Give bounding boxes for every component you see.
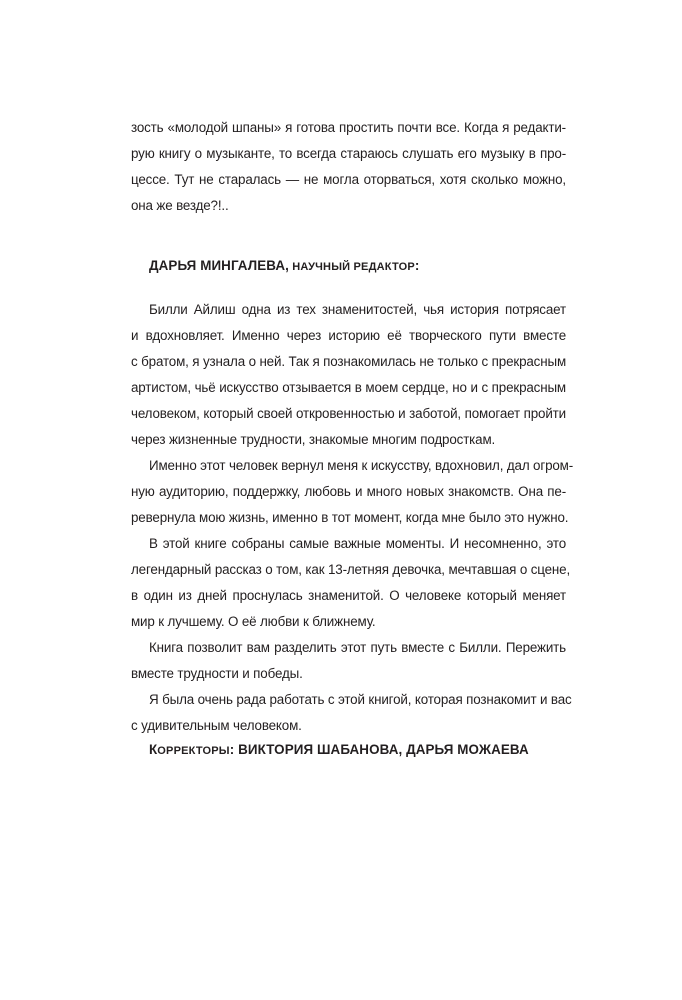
editor-line-16: Я была очень рада работать с этой книгой, которая познакомит и вас	[149, 692, 572, 707]
editor-line-5: человеком, который своей откровенностью и заботой, помогает пройти	[131, 406, 566, 421]
editor-line-14: Книга позволит вам разделить этот путь вместе с Билли. Пережить	[149, 640, 566, 655]
proofreaders-label: ОРРЕКТОРЫ	[157, 745, 230, 757]
editor-line-8: ную аудиторию, поддержку, любовь и много новых знакомств. Она пе-	[131, 484, 566, 499]
editor-line-10: В этой книге собраны самые важные моменты. И несомненно, это	[149, 536, 566, 551]
editor-line-12: в один из дней проснулась знаменитой. О человеке который меняет	[131, 588, 566, 603]
editor-line-3: с братом, я узнала о ней. Так я познакомилась не только с прекрасным	[131, 354, 566, 369]
editor-role: НАУЧНЫЙ РЕДАКТОР	[288, 261, 415, 273]
editor-line-1: Билли Айлиш одна из тех знаменитостей, чья история потрясает	[149, 302, 566, 317]
editor-line-2: и вдохновляет. Именно через историю её творческого пути вместе	[131, 328, 566, 343]
editor-line-17: с удивительным человеком.	[131, 718, 302, 733]
intro-line-3: цессе. Тут не старалась — не могла оторваться, хотя сколько можно,	[131, 172, 566, 187]
editor-colon: :	[414, 258, 420, 273]
editor-line-6: через жизненные трудности, знакомые многим подросткам.	[131, 432, 496, 447]
editor-text	[131, 297, 574, 739]
intro-line-4: она же везде?!..	[131, 198, 229, 213]
intro-line-2: рую книгу о музыканте, то всегда стараюсь слушать его музыку в про-	[131, 146, 566, 161]
editor-line-7: Именно этот человек вернул меня к искусству, вдохновил, дал огром-	[149, 458, 574, 473]
proofreaders-names: ВИКТОРИЯ ШАБАНОВА, ДАРЬЯ МОЖАЕВА	[234, 742, 529, 757]
intro-line-1: зость «молодой шпаны» я готова простить почти все. Когда я редакти-	[131, 120, 566, 135]
editor-line-15: вместе трудности и победы.	[131, 666, 303, 681]
proofreaders-first-letter: К	[149, 742, 158, 757]
editor-heading	[149, 256, 419, 277]
editor-line-4: артистом, чьё искусство отзывается в моем сердце, но и с прекрасным	[131, 380, 566, 395]
intro-paragraph	[131, 115, 566, 219]
proofreaders-colon: :	[229, 742, 235, 757]
editor-name: ДАРЬЯ МИНГАЛЕВА,	[149, 258, 289, 273]
editor-line-13: мир к лучшему. О её любви к ближнему.	[131, 614, 376, 629]
proofreaders-heading	[149, 740, 529, 761]
editor-line-11: легендарный рассказ о том, как 13-летняя девочка, мечтавшая о сцене,	[131, 562, 571, 577]
editor-line-9: ревернула мою жизнь, именно в тот момент, когда мне было это нужно.	[131, 510, 569, 525]
